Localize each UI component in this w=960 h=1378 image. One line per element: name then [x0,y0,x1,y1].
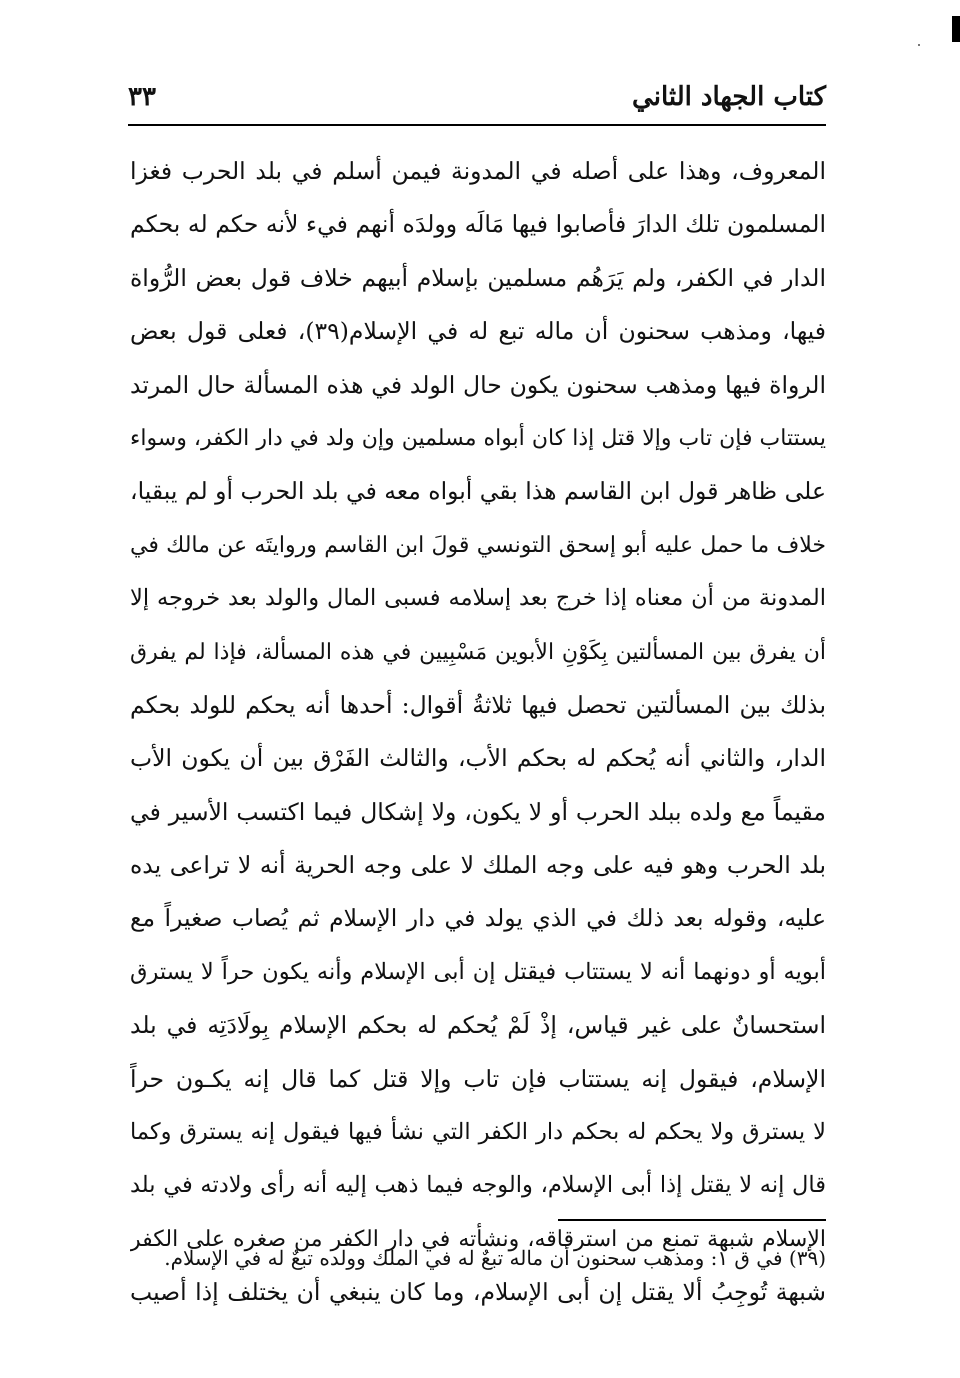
text-line: على ظاهر قول ابن القاسم هذا بقي أبواه معه في بلد الحرب أو لم يبقيا، [130,477,826,506]
text-line: الإسلام شبهة تمنع من استرقاقه، ونشأته في دار الكفر من صغره على الكفر [130,1226,826,1252]
book-title: كتاب الجهاد الثاني [632,82,826,112]
header-divider [128,124,826,126]
text-line: الرواة فيها ومذهب سحنون يكون حال الولد في هذه المسألة حال المرتد [130,370,826,399]
text-line: عليه، وقوله بعد ذلك في الذي يولد في دار الإسلام ثم يُصاب صغيراً مع [130,904,826,933]
text-line: المعروف، وهذا على أصله في المدونة فيمن أسلم في بلد الحرب فغزا [130,157,826,185]
text-line: بلد الحرب وهو فيه على وجه الملك لا على وجه الحرية أنه لا تراعى يده [130,851,826,880]
text-line: مقيماً مع ولده ببلد الحرب أو لا يكون، ولا إشكال فيما اكتسب الأسير في [130,797,826,826]
text-line: قال إنه لا يقتل إذا أبى الإسلام، والوجه فيما ذهب إليه أنه رأى ولادته في بلد [130,1172,826,1199]
text-line: أن يفرق بين المسألتين بِكَوْنِ الأبوين مَسْبِيين في هذه المسألة، فإذا لم يفرق [130,639,826,665]
footnote-divider [558,1219,826,1221]
scan-speck [918,44,920,46]
text-line: المسلمون تلك الدارَ فأصابوا فيها مَالَه وولدَه أنهم فيء لأنه حكم له بحكم [130,210,826,239]
text-line: فيها، ومذهب سحنون أن ماله تبع له في الإسلام(٣٩)، فعلى قول بعض [130,317,826,346]
text-line: أبويه أو دونهما أنه لا يستتاب فيقتل إن أبى الإسلام وأنه يكون حراً لا يسترق [130,958,826,985]
running-header [128,74,826,122]
page-edge-marker [952,16,960,42]
text-line: بذلك بين المسألتين تحصل فيها ثلاثةُ أقوال: أحدها أنه يحكم للولد بحكم [130,690,826,719]
text-line: الدار، والثاني أنه يُحكم له بحكم الأب، والثالث الفَرْق بين أن يكون الأب [130,744,826,773]
footnote: (٣٩) في ق ١: ومذهب سحنون أن ماله تبعٌ له في الملك وولده تبعٌ له في الإسلام. [164,1246,826,1270]
text-line: شبهة تُوجِبُ ألا يقتل إن أبى الإسلام، وما كان ينبغي أن يختلف إذا أصيب [130,1278,826,1307]
text-line: يستتاب فإن تاب وإلا قتل إذا كان أبواه مسلمين وإن ولد في دار الكفر، وسواء [130,425,826,451]
text-line: خلاف ما حمل عليه أبو إسحق التونسي قولَ ابن القاسم وروايتَه عن مالك في [130,532,826,558]
text-line: الدار في الكفر، ولم يَرَهُم مسلمين بإسلام أبيهم خلاف قول بعض الرُّواة [130,263,826,292]
page-number: ٣٣ [128,82,156,112]
text-line: المدونة من أن معناه إذا خرج بعد إسلامه فسبى المال والولد بعد خروجه إلا [130,585,826,612]
text-line: الإسلام، فيقول إنه يستتاب فإن تاب وإلا قتل كما قال إنه يكـون حراً [130,1064,826,1093]
text-line: لا يسترق ولا يحكم له بحكم دار الكفر التي نشأ فيها فيقول إنه يسترق وكما [130,1119,826,1146]
main-text [130,145,826,1320]
text-line: استحسانٌ على غير قياس، إذْ لَمْ يُحكم له بحكم الإسلام بِولَادَتِه في بلد [130,1011,826,1040]
